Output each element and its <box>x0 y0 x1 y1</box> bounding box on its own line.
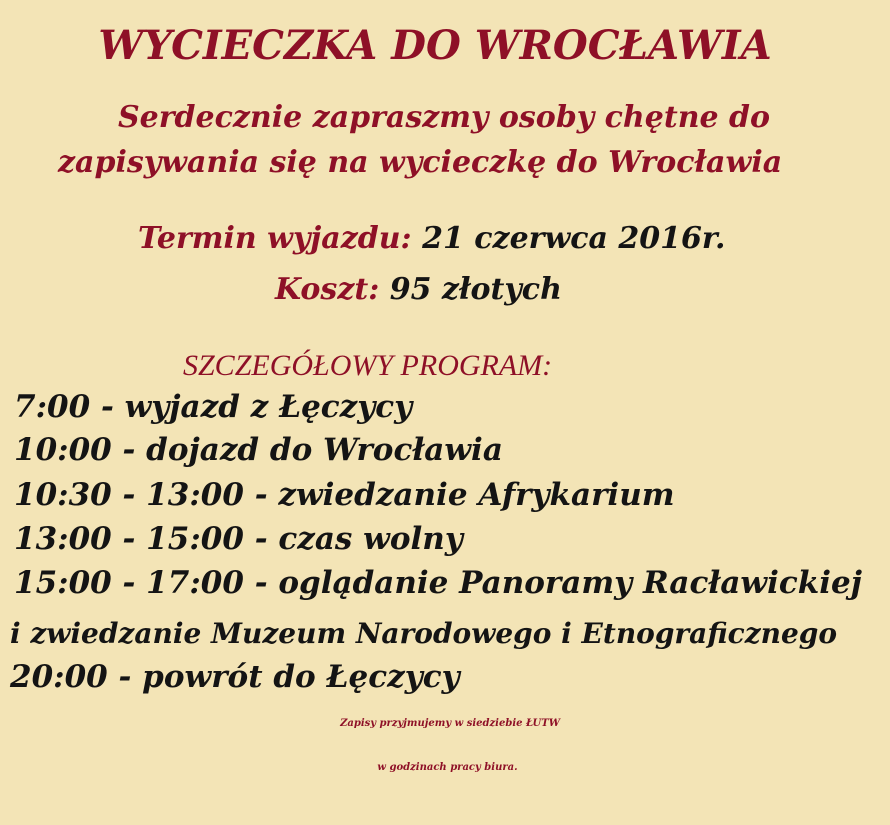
registration-info-line-1: Zapisy przyjmujemy w siedziebie ŁUTW <box>340 718 560 729</box>
registration-info-line-2: w godzinach pracy biura. <box>377 762 518 773</box>
page-title: WYCIECZKA DO WROCŁAWIA <box>98 22 772 69</box>
trip-cost-label: Koszt: <box>275 272 380 307</box>
trip-cost-value: 95 złotych <box>379 272 562 307</box>
invitation-line-1: Serdecznie zapraszmy osoby chętne do <box>118 100 771 135</box>
program-item-continuation: i zwiedzanie Muzeum Narodowego i Etnograficznego <box>10 617 838 650</box>
program-heading: SZCZEGÓŁOWY PROGRAM: <box>183 349 553 382</box>
program-item: 13:00 - 15:00 - czas wolny <box>14 521 463 557</box>
program-item: 15:00 - 17:00 - oglądanie Panoramy Racławickiej <box>14 565 862 601</box>
program-item: 20:00 - powrót do Łęczycy <box>10 659 460 695</box>
program-item: 10:30 - 13:00 - zwiedzanie Afrykarium <box>14 477 675 513</box>
program-item: 10:00 - dojazd do Wrocławia <box>14 432 503 468</box>
invitation-line-2: zapisywania się na wycieczkę do Wrocławia <box>58 145 783 180</box>
program-item: 7:00 - wyjazd z Łęczycy <box>14 389 413 425</box>
departure-date-value: 21 czerwca 2016r. <box>411 221 726 256</box>
trip-cost <box>275 272 562 307</box>
departure-date-label: Termin wyjazdu: <box>138 221 412 256</box>
departure-date <box>138 221 725 256</box>
